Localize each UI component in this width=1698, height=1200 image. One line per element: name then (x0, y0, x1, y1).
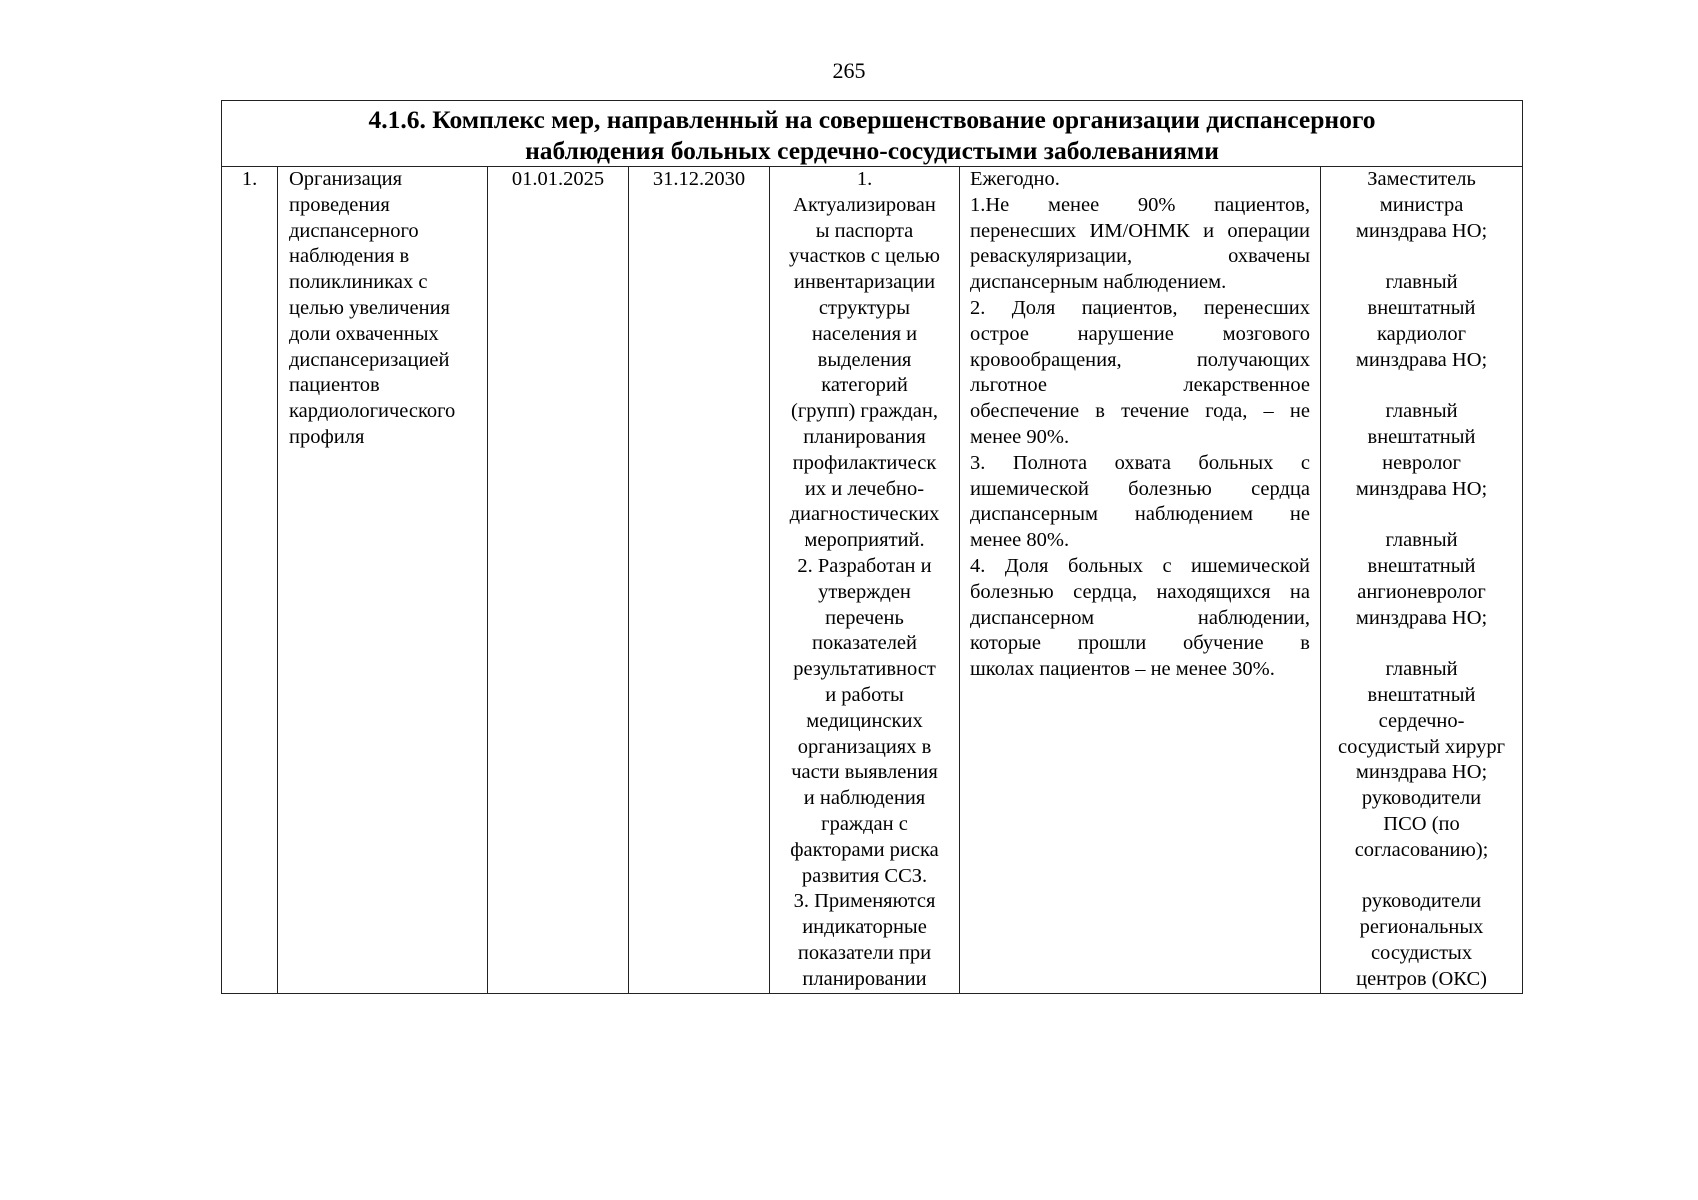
expected-result-line: планирования (803, 425, 926, 448)
responsible-line: ангионевролог (1357, 580, 1486, 603)
responsible-line: внештатный (1367, 296, 1476, 319)
measure-name-line: диспансеризацией (289, 348, 450, 371)
indicator-line: 2. Доля пациентов, перенесших (970, 296, 1310, 319)
expected-result-line: планировании (802, 967, 927, 990)
measure-name-line: кардиологического (289, 400, 456, 423)
expected-result-line: перечень (825, 606, 904, 629)
responsible-cell (1321, 167, 1523, 994)
responsible-line: кардиолог (1377, 322, 1467, 345)
expected-result-line: их и лечебно- (804, 477, 925, 500)
responsible-line (1325, 631, 1518, 657)
expected-result-line: Актуализирован (793, 193, 936, 216)
responsible-line: руководители (1361, 890, 1482, 913)
responsible-line: главный (1385, 529, 1458, 552)
measure-name-line: профиля (289, 425, 365, 448)
expected-result-line: показателей (812, 632, 917, 655)
indicator-line: менее 90%. (970, 425, 1070, 448)
expected-result-line: категорий (821, 374, 908, 397)
measures-table (221, 100, 1523, 994)
measure-name-line: поликлиниках с (289, 271, 428, 294)
expected-result-line: населения и (811, 322, 918, 345)
indicator-line: ишемической болезнью сердца (970, 477, 1310, 500)
indicator-line: 1.Не менее 90% пациентов, (970, 193, 1310, 216)
expected-result-line: организациях в (797, 735, 932, 758)
section-title (222, 101, 1523, 167)
section-title-line: наблюдения больных сердечно-сосудистыми заболеваниями (525, 136, 1219, 165)
measure-name-line: наблюдения в (289, 245, 410, 268)
expected-result-line: индикаторные (802, 916, 927, 939)
expected-result-line: 1. (856, 168, 873, 190)
expected-result-line: диагностических (789, 503, 940, 526)
measure-name-line: Организация (289, 168, 403, 190)
responsible-line: внештатный (1367, 683, 1476, 706)
end-date: 31.12.2030 (629, 167, 770, 994)
responsible-line: внештатный (1367, 425, 1476, 448)
expected-result-line: развития ССЗ. (801, 864, 928, 887)
indicator-line: школах пациентов – не менее 30%. (970, 658, 1275, 681)
indicator-line: 3. Полнота охвата больных с (970, 451, 1310, 474)
measure-name-line: доли охваченных (289, 322, 439, 345)
responsible-line: главный (1385, 271, 1458, 294)
responsible-line: главный (1385, 400, 1458, 423)
indicator-line: реваскуляризации, охвачены (970, 245, 1310, 268)
table-row (222, 167, 1523, 994)
expected-result-line: профилактическ (792, 451, 937, 474)
expected-result-line: инвентаризации (793, 271, 936, 294)
indicator-line: диспансерным наблюдением. (970, 271, 1227, 294)
expected-result-line: факторами риска (790, 838, 939, 861)
expected-result-line: и наблюдения (803, 787, 926, 810)
expected-result-line: (групп) граждан, (791, 400, 938, 423)
indicator-line: болезнью сердца, находящихся на (970, 580, 1310, 603)
responsible-line (1325, 502, 1518, 528)
responsible-line: внештатный (1367, 554, 1476, 577)
responsible-line: центров (ОКС) (1356, 967, 1487, 990)
row-number: 1. (222, 167, 278, 994)
expected-result-line: структуры (818, 296, 911, 319)
expected-result-line: участков с целью (789, 245, 940, 268)
expected-result-line: 3. Применяются (793, 890, 936, 913)
responsible-line: руководители (1361, 787, 1482, 810)
responsible-line: ПСО (по (1383, 812, 1460, 835)
expected-result-line: части выявления (791, 761, 938, 784)
responsible-line: министра (1379, 193, 1464, 216)
responsible-line (1325, 864, 1518, 890)
responsible-line: сосудистых (1370, 941, 1473, 964)
expected-result-line: ы паспорта (815, 219, 914, 242)
indicator-line: диспансерным наблюдением не (970, 503, 1310, 526)
responsible-line: минздрава НО; (1355, 348, 1488, 371)
responsible-line: Заместитель (1367, 168, 1476, 190)
expected-result-line: и работы (825, 683, 904, 706)
expected-result-line: 2. Разработан и (797, 554, 932, 577)
responsible-line: сосудистый хирург (1337, 735, 1506, 758)
expected-result-line: выделения (817, 348, 912, 371)
page-number: 265 (832, 58, 866, 83)
measure-name-line: пациентов (289, 374, 380, 397)
indicator-line: которые прошли обучение в (970, 632, 1310, 655)
responsible-line: региональных (1359, 916, 1484, 939)
indicator-line: льготное лекарственное (970, 374, 1310, 397)
indicator-line: острое нарушение мозгового (970, 322, 1310, 345)
indicator-line: Ежегодно. (970, 168, 1060, 190)
responsible-line: невролог (1382, 451, 1461, 474)
responsible-line: минздрава НО; (1355, 219, 1488, 242)
expected-result-line: результативност (793, 658, 936, 681)
indicator-line: обеспечение в течение года, – не (970, 400, 1310, 423)
indicator-line: 4. Доля больных с ишемической (970, 554, 1310, 577)
expected-result-line: граждан с (821, 812, 908, 835)
responsible-line (1325, 244, 1518, 270)
section-header-row (222, 101, 1523, 167)
measure-name-cell (278, 167, 488, 994)
responsible-line (1325, 373, 1518, 399)
start-date: 01.01.2025 (488, 167, 629, 994)
indicators-cell (960, 167, 1321, 994)
expected-result-line: утвержден (818, 580, 911, 603)
expected-result-line: медицинских (806, 709, 923, 732)
expected-result-cell (770, 167, 960, 994)
measure-name-line: проведения (289, 193, 390, 216)
responsible-line: сердечно- (1378, 709, 1465, 732)
responsible-line: главный (1385, 658, 1458, 681)
indicator-line: перенесших ИМ/ОНМК и операции (970, 219, 1310, 242)
measure-name-line: целью увеличения (289, 296, 450, 319)
responsible-line: согласованию); (1354, 838, 1489, 861)
indicator-line: диспансерном наблюдении, (970, 606, 1310, 629)
measure-name-line: диспансерного (289, 219, 419, 242)
indicator-line: менее 80%. (970, 529, 1070, 552)
indicator-line: кровообращения, получающих (970, 348, 1310, 371)
responsible-line: минздрава НО; (1355, 606, 1488, 629)
expected-result-line: мероприятий. (804, 529, 925, 552)
expected-result-line: показатели при (797, 941, 932, 964)
section-title-line: 4.1.6. Комплекс мер, направленный на совершенствование организации диспансерного (368, 105, 1376, 134)
responsible-line: минздрава НО; (1355, 477, 1488, 500)
responsible-line: минздрава НО; (1355, 761, 1488, 784)
